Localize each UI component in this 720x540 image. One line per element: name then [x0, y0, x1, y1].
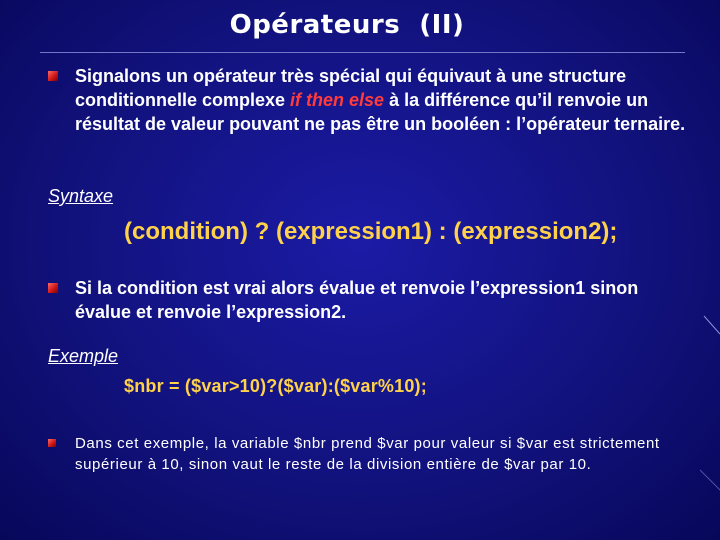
- example-code: $nbr = ($var>10)?($var):($var%10);: [124, 376, 427, 396]
- if-then-else-highlight: if then else: [290, 90, 385, 110]
- intro-text-end: à la différence qu’il renvoie un résultat de valeur pouvant ne pas être un booléen : l’opérateur ternaire.: [75, 90, 686, 134]
- syntax-code: (condition) ? (expression1) : (expression2);: [124, 218, 618, 245]
- example-note: Dans cet exemple, la variable $nbr prend $var pour valeur si $var est strictement supérieur à 10, sinon vaut le reste de la division entière de $var par 10.: [75, 435, 660, 473]
- condition-paragraph: Si la condition est vrai alors évalue et renvoie l’expression1 sinon évalue et renvoie l’expression2.: [75, 278, 639, 322]
- syntax-heading: Syntaxe: [48, 186, 114, 206]
- intro-text: Signalons un opérateur très spécial qui équivaut à une structure conditionnelle complexe: [75, 66, 627, 110]
- slide-title: Opérateurs (II): [229, 10, 465, 40]
- example-heading: Exemple: [48, 346, 119, 366]
